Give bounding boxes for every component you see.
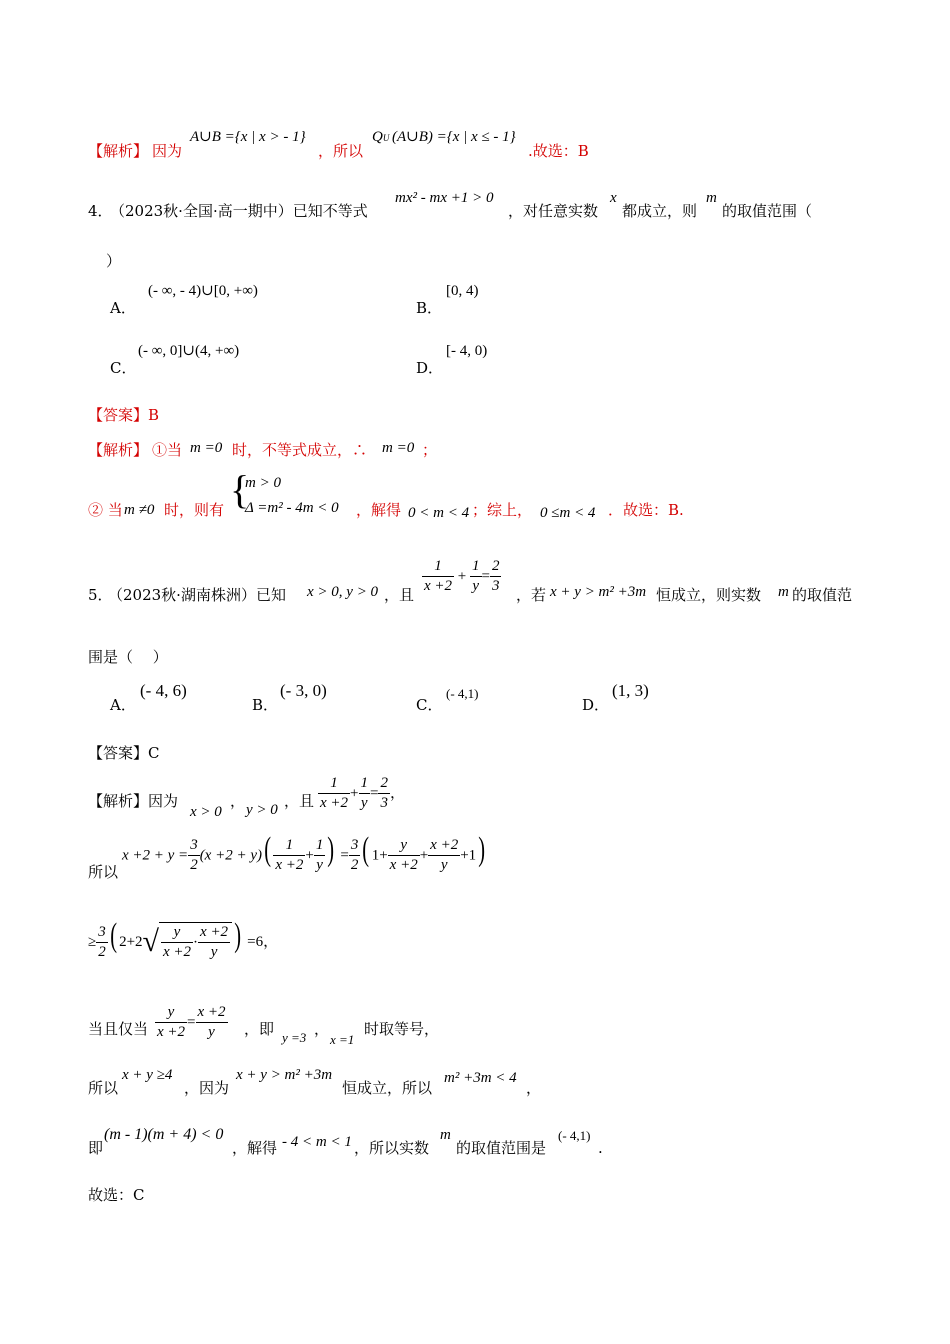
q4-line1-b: 时，不等式成立，∴ — [232, 441, 368, 459]
q5-sol6-e1: (m - 1)(m + 4) < 0 — [104, 1126, 224, 1143]
q4-line2-result1: 0 < m < 4 — [408, 505, 470, 521]
q5-sol4-equation: $\frac{y}{x +2}$ = $\frac{x +2}{y}$ — [157, 1004, 226, 1040]
q4-analysis-tag: 【解析】 — [88, 441, 149, 459]
q5-sol5-e1: x + y ≥4 — [122, 1067, 173, 1083]
top-analysis-tag: 【解析】 — [88, 142, 149, 160]
q4-system-eq2: Δ =m² - 4m < 0 — [245, 500, 339, 516]
top-analysis-complement-symbol: QU — [372, 129, 390, 145]
top-analysis-so: ，所以 — [318, 142, 364, 160]
fraction: $\frac{1}{y}$ — [315, 837, 324, 873]
q4-line1-a: ①当 — [152, 441, 183, 459]
q4-number: 4． — [88, 202, 113, 220]
q4-option-d-value: [- 4, 0) — [446, 343, 488, 359]
q4-line2-b: 时，则有 — [164, 501, 225, 519]
q5-sol1-y: y > 0 — [246, 802, 278, 818]
comma: ， — [314, 1020, 330, 1038]
q4-option-d-label: D． — [416, 359, 444, 377]
q5-sol1-equation: $\frac{1}{x +2}$ + $\frac{1}{y}$ = $\frac{2}{3}$ ， — [320, 775, 405, 811]
q5-stem-e: 的取值范 — [792, 586, 853, 604]
fraction: $\frac{y}{x +2}$ — [389, 837, 418, 873]
q4-stem-a: （2023秋·全国·高一期中）已知不等式 — [110, 202, 368, 220]
q5-sol6-d: 的取值范围是 — [456, 1139, 547, 1157]
q5-stem-d: 恒成立，则实数 — [656, 586, 762, 604]
q4-stem-b: ，对任意实数 — [508, 202, 599, 220]
q4-option-a-value: (- ∞, - 4)∪[0, +∞) — [148, 283, 258, 299]
q5-option-d-label: D． — [582, 696, 610, 714]
top-analysis-because: 因为 — [152, 142, 183, 160]
q5-stem-c: ，若 — [516, 586, 547, 604]
q5-sol5-c: 恒成立，所以 — [342, 1079, 433, 1097]
q4-stem-d: 的取值范围（ — [722, 202, 813, 220]
top-analysis-expr1: A∪B ={x | x > - 1} — [190, 129, 306, 145]
fraction: $\frac{x +2}{y}$ — [430, 837, 459, 873]
q4-option-b-value: [0, 4) — [446, 283, 479, 299]
q4-line2-d: ；综上， — [472, 501, 533, 519]
fraction: $\frac{1}{x +2}$ — [320, 775, 349, 811]
q4-line2-e: ．故选：B. — [608, 501, 684, 519]
q5-sol6-c: ，所以实数 — [354, 1139, 430, 1157]
q4-var-x: x — [610, 190, 617, 206]
q5-sol5-e3: m² +3m < 4 — [444, 1070, 517, 1086]
fraction: $\frac{2}{3}$ — [491, 558, 500, 594]
top-analysis-conclusion: .故选：B — [528, 142, 589, 160]
fraction: $\frac{1}{y}$ — [472, 558, 480, 594]
q5-sol4-x: x =1 — [330, 1032, 355, 1047]
fraction: $\frac{x +2}{y}$ — [197, 1004, 226, 1040]
q5-sol2-equation: x +2 + y = $\frac{3}{2}$ (x +2 + y)( $\frac{1}{x +2}$ + $\frac{1}{y}$ ) = $\frac{3}{2}$ ( 1+ $\frac{y}{x +2}$ + $\frac{x +2}{y}$ +1) — [122, 830, 486, 873]
q5-sol4-y: y =3 — [282, 1030, 307, 1045]
q5-option-c-value: (- 4,1) — [446, 686, 479, 701]
q4-line2-result2: 0 ≤m < 4 — [540, 505, 596, 521]
q5-sol6-e2: - 4 < m < 1 — [282, 1134, 352, 1150]
q5-option-b-value: (- 3, 0) — [280, 681, 327, 700]
q5-option-a-label: A． — [110, 696, 136, 714]
fraction: $\frac{1}{x +2}$ — [424, 558, 453, 594]
q5-sol4-b: ，即 — [244, 1020, 275, 1038]
q5-sol6-e3: (- 4,1) — [558, 1128, 591, 1143]
top-analysis-expr2: (A∪B) ={x | x ≤ - 1} — [392, 129, 516, 145]
q5-sol6-b: ，解得 — [232, 1139, 278, 1157]
square-root: $\frac{y}{x +2}$ · $\frac{x +2}{y}$ — [159, 922, 232, 962]
fraction: $\frac{3}{2}$ — [190, 837, 198, 873]
fraction: $\frac{2}{3}$ — [380, 775, 388, 811]
q5-sol6-e: . — [598, 1139, 603, 1157]
q5-sol1-x: x > 0 — [190, 804, 222, 820]
fraction: $\frac{y}{x +2}$ — [163, 924, 192, 960]
q5-sol5-d: ， — [526, 1079, 542, 1097]
q5-stem-f: 围是（ ） — [88, 648, 168, 666]
q5-answer: 【答案】C — [88, 744, 160, 762]
q4-line1-cond: m =0 — [190, 440, 223, 456]
q5-inequality: x + y > m² +3m — [550, 584, 647, 600]
q4-line2-cond: m ≠0 — [124, 502, 155, 518]
q5-sol1-b: ，且 — [284, 792, 315, 810]
fraction: $\frac{x +2}{y}$ — [200, 924, 229, 960]
q5-sol1-a: 【解析】因为 — [88, 792, 179, 810]
q4-option-c-label: C． — [110, 359, 137, 377]
q4-stem-c: 都成立，则 — [622, 202, 698, 220]
q5-condition: x > 0, y > 0 — [307, 584, 379, 600]
q5-sol5-e2: x + y > m² +3m — [236, 1067, 333, 1083]
q5-sol5-a: 所以 — [88, 1079, 119, 1097]
comma: ， — [230, 792, 246, 810]
q4-system-eq1: m > 0 — [245, 475, 281, 491]
q5-option-a-value: (- 4, 6) — [140, 681, 187, 700]
q5-sol2-a: 所以 — [88, 863, 119, 881]
q4-line1-result: m =0 — [382, 440, 415, 456]
q5-sol4-a: 当且仅当 — [88, 1020, 149, 1038]
q5-given-equation: $\frac{1}{x +2}$ + $\frac{1}{y}$ = $\frac{2}{3}$ — [424, 558, 500, 594]
q5-option-b-label: B． — [252, 696, 279, 714]
q5-option-c-label: C． — [416, 696, 443, 714]
q5-final: 故选：C — [88, 1186, 145, 1204]
q4-var-m: m — [706, 190, 717, 206]
q4-line2-c: ，解得 — [356, 501, 402, 519]
fraction: $\frac{1}{x +2}$ — [275, 837, 304, 873]
q4-inequality: mx² - mx +1 > 0 — [395, 190, 494, 206]
q4-option-a-label: A． — [110, 299, 136, 317]
q5-number: 5． — [88, 586, 113, 604]
q5-option-d-value: (1, 3) — [612, 681, 649, 700]
fraction: $\frac{y}{x +2}$ — [157, 1004, 186, 1040]
q5-stem-a: （2023秋·湖南株洲）已知 — [108, 586, 286, 604]
q4-paren-close: ） — [106, 252, 122, 270]
q4-option-c-value: (- ∞, 0]∪(4, +∞) — [138, 343, 240, 359]
fraction: $\frac{1}{y}$ — [360, 775, 368, 811]
q5-sol4-c: 时取等号， — [364, 1020, 440, 1038]
fraction: $\frac{3}{2}$ — [98, 923, 106, 960]
q5-sol6-a: 即 — [88, 1139, 104, 1157]
q4-option-b-label: B． — [416, 299, 443, 317]
q4-system-brace: { — [230, 467, 250, 512]
q5-sol5-b: ，因为 — [184, 1079, 230, 1097]
q5-var-m: m — [778, 584, 789, 600]
q4-line1-c: ； — [422, 441, 438, 459]
q4-line2-a: ② 当 — [88, 501, 123, 519]
q5-sol3-equation: ≥ $\frac{3}{2}$ ( 2+2√ $\frac{y}{x +2}$ · $\frac{x +2}{y}$ ) =6， — [88, 917, 279, 960]
q4-answer: 【答案】B — [88, 406, 160, 424]
q5-sol6-m: m — [440, 1127, 451, 1143]
fraction: $\frac{3}{2}$ — [350, 837, 359, 873]
q5-stem-b: ，且 — [384, 586, 415, 604]
